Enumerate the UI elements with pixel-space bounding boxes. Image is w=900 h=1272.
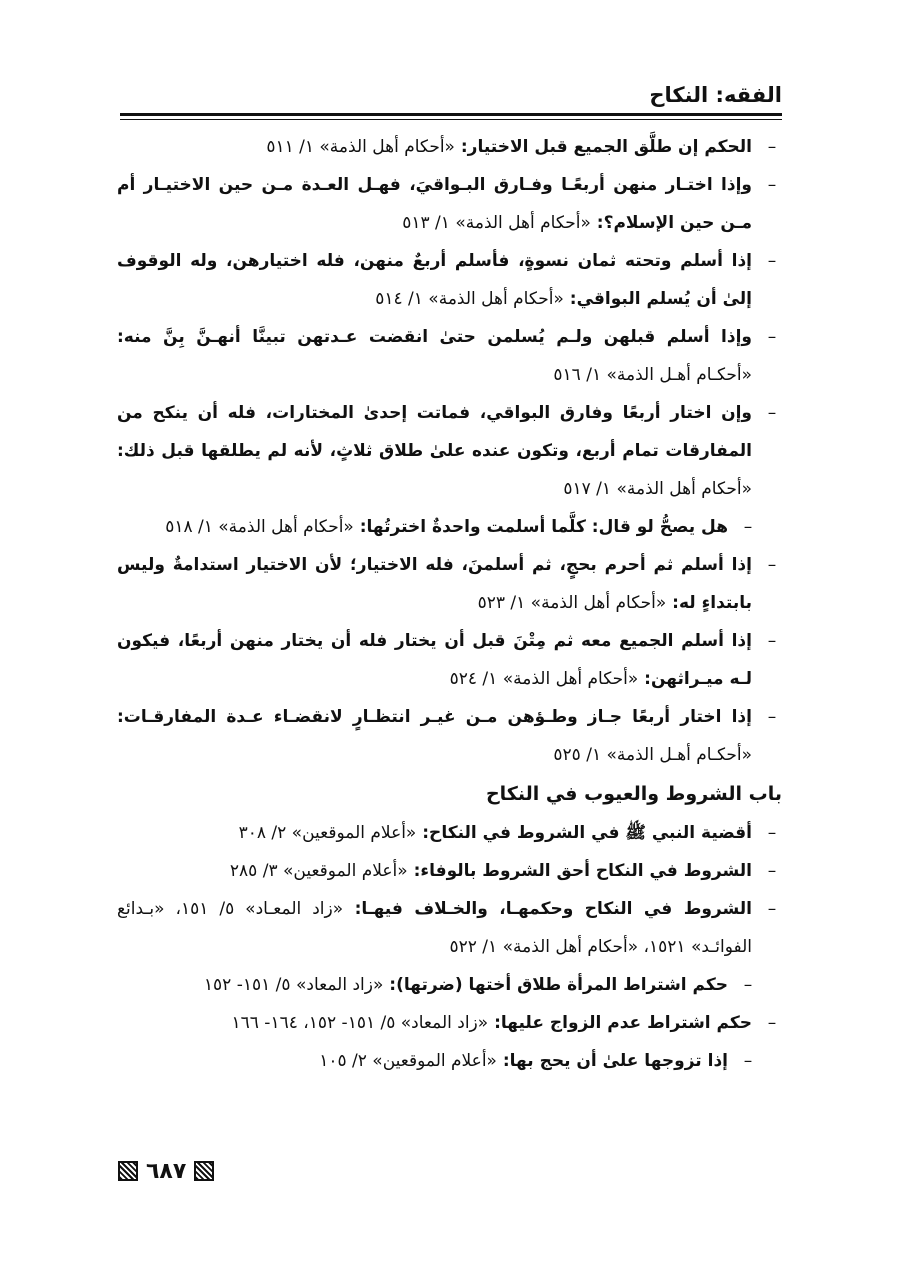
ornament-icon [118, 1161, 138, 1181]
dash-marker: – [743, 975, 753, 995]
list-item [117, 318, 782, 394]
entry-topic: وإن اختار أربعًا وفارق البواقي، فماتت إحدىٰ المختارات، فله أن ينكح من المفارقات تمام أربع، وتكون عنده علىٰ طلاق ثلاثٍ، لأنه لم يطلقها قبل ذلك: [117, 403, 752, 461]
list-item [117, 966, 758, 1004]
entry-reference: «أحكـام أهـل الذمة» ١/ ٥٢٥ [553, 745, 752, 765]
dash-marker: – [767, 707, 777, 727]
list-item [117, 814, 782, 852]
dash-marker: – [767, 327, 777, 347]
entry-topic: الحكم إن طلَّق الجميع قبل الاختيار: [454, 137, 752, 157]
entry-reference: «زاد المعاد» ٥/ ١٥١- ١٥٢ [203, 975, 384, 995]
entry-topic: إذا أسلم ثم أحرم بحجٍ، ثم أسلمنَ، فله الاختيار؛ لأن الاختيار استدامةٌ وليس بابتداءٍ له: [117, 555, 752, 613]
list-item [117, 128, 782, 166]
dash-marker: – [767, 899, 777, 919]
entry-topic: إذا اختار أربعًا جـاز وطـؤهن مـن غيـر انتظـارٍ لانقضـاء عـدة المفارقـات: [117, 707, 752, 727]
dash-marker: – [767, 1013, 777, 1033]
entries-list [117, 128, 782, 774]
entry-topic: حكم اشتراط عدم الزواج عليها: [488, 1013, 752, 1033]
entry-reference: «أحكام أهل الذمة» ١/ ٥١١ [266, 137, 455, 157]
list-item [117, 622, 782, 698]
dash-marker: – [743, 517, 753, 537]
entry-reference: «زاد المعـاد» ٥/ ١٥١، «بـدائع الفوائـد» ١٥٢١، «أحكام أهل الذمة» ١/ ٥٢٢ [117, 899, 752, 957]
entry-reference: «أعلام الموقعين» ٣/ ٢٨٥ [229, 861, 408, 881]
entry-reference: «أحكام أهل الذمة» ١/ ٥٢٣ [477, 593, 667, 613]
list-item [117, 852, 782, 890]
entry-reference: «أعلام الموقعين» ٢/ ١٠٥ [319, 1051, 497, 1071]
entry-topic: وإذا اختـار منهن أربعًـا وفـارق البـواقيَ، فهـل العـدة مـن حين الاختيـار أم مـن حين الإسلام؟: [117, 175, 752, 233]
dash-marker: – [743, 1051, 753, 1071]
page-number-block [118, 1156, 214, 1186]
page-number: ٦٨٧ [146, 1158, 187, 1184]
entry-reference: «أحكام أهل الذمة» ١/ ٥١٨ [165, 517, 354, 537]
entry-topic: حكم اشتراط المرأة طلاق أختها (ضرتها): [383, 975, 728, 995]
section-heading: باب الشروط والعيوب في النكاح [485, 783, 782, 805]
entry-reference: «أحكـام أهـل الذمة» ١/ ٥١٦ [553, 365, 752, 385]
page-content [117, 128, 782, 1080]
dash-marker: – [767, 175, 777, 195]
dash-marker: – [767, 823, 777, 843]
entry-topic: هل يصحُّ لو قال: كلَّما أسلمت واحدةٌ اخترتُها: [353, 517, 728, 537]
entry-topic: الشروط في النكاح وحكمهـا، والخـلاف فيهـا: [343, 899, 752, 919]
list-item [117, 242, 782, 318]
list-item [117, 698, 782, 774]
list-item [117, 1042, 758, 1080]
entry-reference: «أعلام الموقعين» ٢/ ٣٠٨ [238, 823, 417, 843]
list-item [117, 166, 782, 242]
list-item [117, 1004, 782, 1042]
entry-reference: «أحكام أهل الذمة» ١/ ٥١٤ [375, 289, 564, 309]
dash-marker: – [767, 251, 777, 271]
entry-reference: «أحكام أهل الذمة» ١/ ٥١٧ [563, 479, 752, 499]
section-entries-list [117, 814, 782, 1080]
list-item [117, 546, 782, 622]
ornament-icon [194, 1161, 214, 1181]
running-header: الفقه: النكاح [649, 83, 782, 107]
entry-reference: «أحكام أهل الذمة» ١/ ٥٢٤ [449, 669, 639, 689]
list-item [117, 890, 782, 966]
entry-topic: أقضية النبي ﷺ في الشروط في النكاح: [416, 823, 752, 843]
list-item [117, 508, 758, 546]
list-item [117, 394, 782, 508]
entry-reference: «أحكام أهل الذمة» ١/ ٥١٣ [402, 213, 591, 233]
header-rule-thin [120, 119, 782, 120]
dash-marker: – [767, 861, 777, 881]
dash-marker: – [767, 631, 777, 651]
dash-marker: – [767, 137, 777, 157]
dash-marker: – [767, 403, 777, 423]
entry-reference: «زاد المعاد» ٥/ ١٥١- ١٥٢، ١٦٤- ١٦٦ [231, 1013, 489, 1033]
entry-topic: وإذا أسلم قبلهن ولـم يُسلمن حتىٰ انقضت عـدتهن تبينَّا أنهـنَّ بِنَّ منه: [117, 327, 752, 347]
entry-topic: إذا تزوجها علىٰ أن يحج بها: [496, 1051, 728, 1071]
dash-marker: – [767, 555, 777, 575]
entry-topic: إذا أسلم الجميع معه ثم مِتْنَ قبل أن يختار فله أن يختار منهن أربعًا، فيكون لـه ميـراثهن: [117, 631, 752, 689]
entry-topic: الشروط في النكاح أحق الشروط بالوفاء: [407, 861, 752, 881]
entry-topic: إذا أسلم وتحته ثمان نسوةٍ، فأسلم أربعٌ منهن، فله اختيارهن، وله الوقوف إلىٰ أن يُسلم البواقي: [117, 251, 752, 309]
header-rule-thick [120, 113, 782, 116]
